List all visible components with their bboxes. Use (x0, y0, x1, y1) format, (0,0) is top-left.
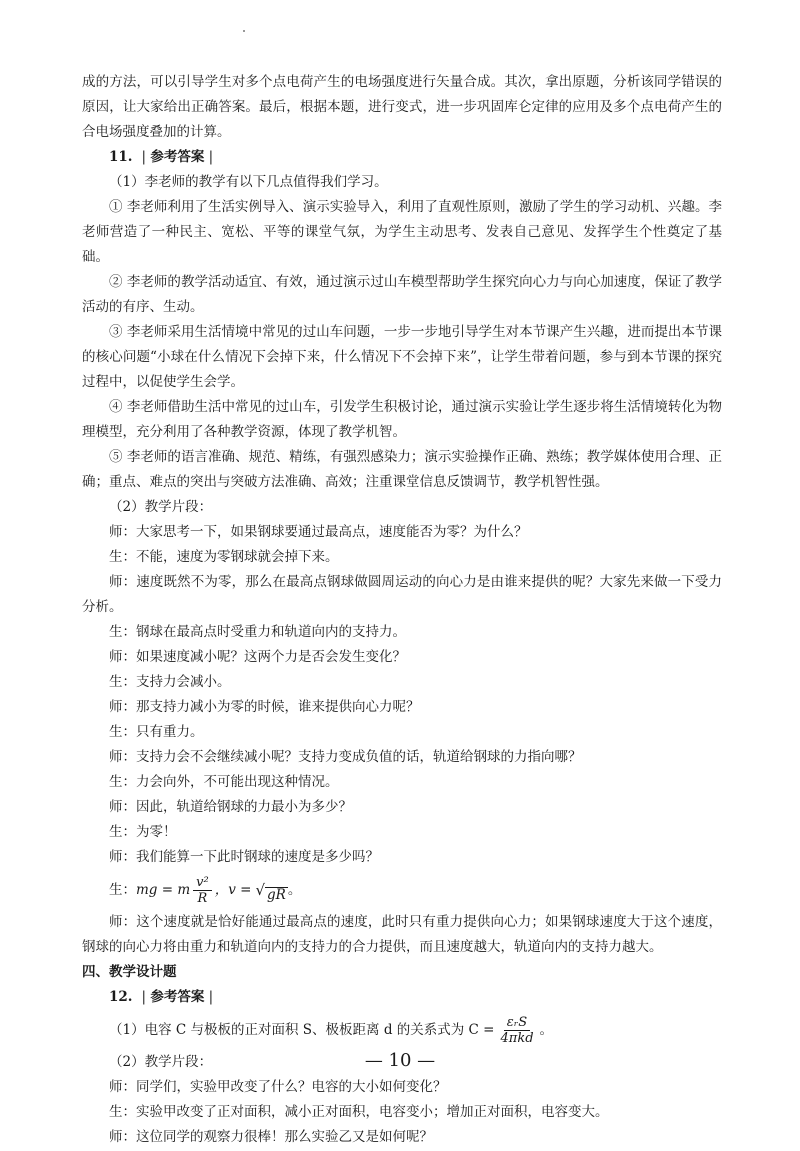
formula-end: 。 (539, 1021, 554, 1038)
dialogue-line: 师：大家思考一下，如果钢球要通过最高点，速度能否为零？为什么？ (109, 524, 528, 540)
sqrt-icon: √ (255, 880, 265, 899)
paragraph: ⑤ 李老师的语言准确、规范、精练，有强烈感染力；演示实验操作正确、熟练；教学媒体使用合理、正确；重点、难点的突出与突破方法准确、高效；注重课堂信息反馈调节，教学机智性强。 (82, 449, 722, 490)
question-number: 12. (109, 989, 133, 1005)
paragraph: ② 李老师的教学活动适宜、有效，通过演示过山车模型帮助学生探究向心力与向心加速度，保证了教学活动的有序、生动。 (82, 274, 722, 315)
paragraph: ③ 李老师采用生活情境中常见的过山车问题，一步一步地引导学生对本节课产生兴趣，进而提出本节课的核心问题“小球在什么情况下会掉下来，什么情况下不会掉下来”，让学生带着问题，参与到本节课的探究过程中，以促使学生会学。 (82, 324, 722, 390)
dialogue-line: 师：支持力会不会继续减小呢？支持力变成负值的话，轨道给钢球的力指向哪？ (109, 749, 582, 765)
dialogue-line: 生：实验甲改变了正对面积，减小正对面积，电容变小；增加正对面积，电容变大。 (109, 1104, 609, 1120)
answer-heading-11: 11. | 参考答案 | (109, 149, 214, 165)
dialogue-line: 生：支持力会减小。 (109, 674, 231, 690)
formula-end: 。 (287, 881, 302, 898)
dialogue-line: 生：只有重力。 (109, 724, 204, 740)
paragraph: （1）李老师的教学有以下几点值得我们学习。 (109, 174, 388, 190)
formula-lhs: mg = m (136, 881, 191, 898)
paragraph: （2）教学片段： (109, 499, 213, 515)
capacitance-text: （1）电容 C 与极板的正对面积 S、极板距离 d 的关系式为 C = (109, 1021, 495, 1038)
dialogue-line: 生：力会向外，不可能出现这种情况。 (109, 774, 339, 790)
dialogue-line: 师：我们能算一下此时钢球的速度是多少吗？ (109, 849, 379, 865)
dialogue-line: 生：钢球在最高点时受重力和轨道向内的支持力。 (109, 624, 406, 640)
paragraph-intro: 成的方法，可以引导学生对多个点电荷产生的电场强度进行矢量合成。其次，拿出原题，分析该同学错误的原因，让大家给出正确答案。最后，根据本题，进行变式，进一步巩固库仑定律的应用及多个点电荷产生的合电场强度叠加的计算。 (82, 74, 722, 140)
section-heading: 四、教学设计题 (82, 964, 177, 980)
fraction-v2-over-r (193, 875, 212, 906)
page-content (82, 70, 722, 1150)
page-number: — 10 — (364, 1050, 436, 1071)
paragraph: ④ 李老师借助生活中常见的过山车，引发学生积极讨论，通过演示实验让学生逐步将生活情境转化为物理模型，充分利用了各种教学资源，体现了教学机智。 (82, 399, 722, 440)
fraction-denominator: 4πkd (500, 1030, 534, 1046)
answer-label: 参考答案 (150, 989, 205, 1005)
dialogue-line: 师：因此，轨道给钢球的力最小为多少？ (109, 799, 352, 815)
formula-capacitance (82, 1010, 722, 1050)
paragraph: ① 李老师利用了生活实例导入、演示实验导入，利用了直观性原则，激励了学生的学习动机、兴趣。李老师营造了一种民主、宽松、平等的课堂气氛，为学生主动思考、发表自己意见、发挥学生个性奠定了基础。 (82, 199, 722, 265)
speaker-label: 生： (109, 881, 136, 898)
fraction-numerator: εᵣS (504, 1015, 530, 1031)
formula-velocity (82, 870, 722, 910)
dialogue-line: 师：这位同学的观察力很棒！那么实验乙又是如何呢？ (109, 1129, 433, 1145)
dialogue-line: 生：为零！ (109, 824, 177, 840)
dialogue-line: 师：同学们，实验甲改变了什么？电容的大小如何变化？ (109, 1079, 447, 1095)
fraction-denominator: R (197, 890, 208, 906)
dialogue-line: 师：那支持力减小为零的时候，谁来提供向心力呢？ (109, 699, 420, 715)
answer-heading-12: 12. | 参考答案 | (109, 989, 214, 1005)
dialogue-line: 生：不能，速度为零钢球就会掉下来。 (109, 549, 339, 565)
answer-label: 参考答案 (150, 149, 205, 165)
fraction-capacitance (498, 1015, 537, 1046)
fraction-numerator: v² (193, 875, 212, 891)
formula-mid: ，v = (214, 881, 252, 898)
question-number: 11. (109, 149, 133, 165)
sqrt-body: gR (267, 886, 286, 903)
dialogue-line: 师：这个速度就是恰好能通过最高点的速度，此时只有重力提供向心力；如果钢球速度大于这个速度，钢球的向心力将由重力和轨道向内的支持力的合力提供，而且速度越大，轨道向内的支持力越大。 (82, 914, 722, 955)
sqrt-expression (255, 878, 287, 903)
dialogue-line: 师：如果速度减小呢？这两个力是否会发生变化？ (109, 649, 406, 665)
scan-mark (243, 30, 245, 32)
paragraph: （2）教学片段： (109, 1054, 213, 1070)
dialogue-line: 师：速度既然不为零，那么在最高点钢球做圆周运动的向心力是由谁来提供的呢？大家先来做一下受力分析。 (82, 574, 722, 615)
